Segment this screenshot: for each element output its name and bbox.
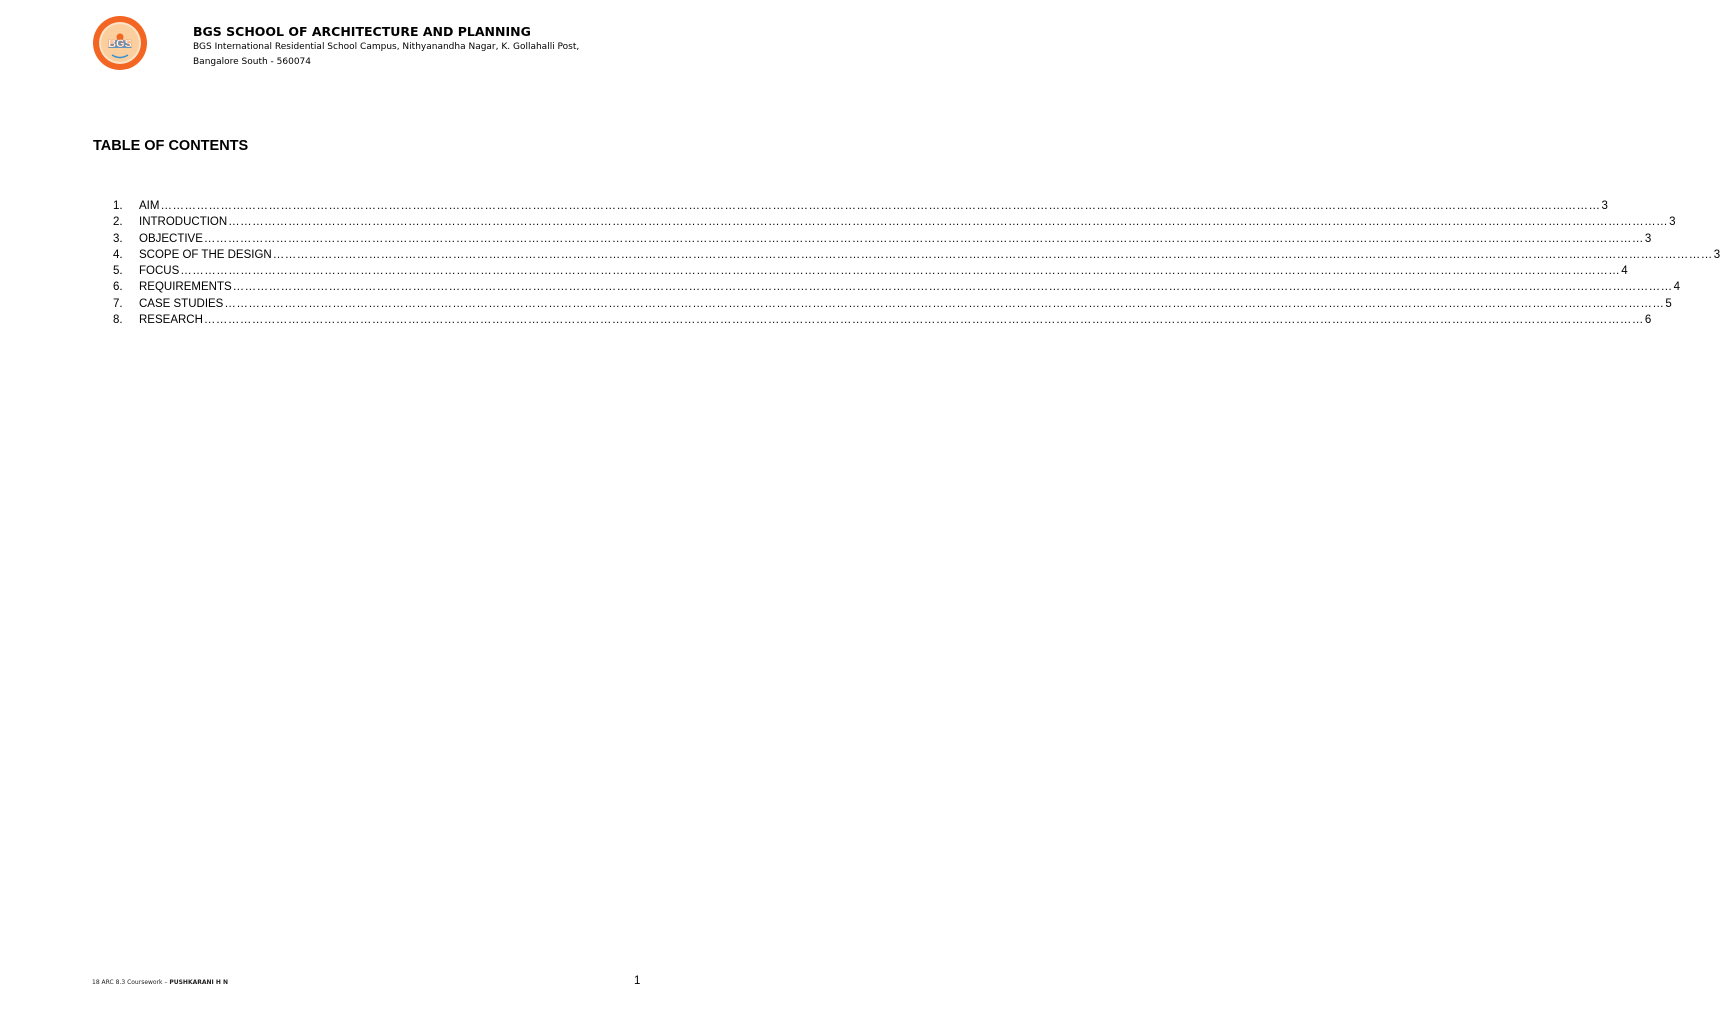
letterhead [193, 24, 753, 70]
toc-item[interactable] [113, 312, 1652, 328]
address-line-2: Bangalore South - 560074 [193, 57, 312, 67]
toc-item-label: INTRODUCTION [139, 216, 228, 229]
toc-item-page: 3 [1601, 200, 1608, 212]
bgs-logo [92, 15, 148, 71]
toc-item-label: FOCUS [139, 265, 180, 278]
toc-item-number: 4. [113, 248, 123, 261]
toc-item-number: 1. [113, 200, 123, 212]
footer-course-code: 18 ARC 8.3 Coursework – [92, 979, 170, 986]
toc-leader-dots: ……………………………………………………………………………………………………………………………………………………………………………………………………………………………………………………………………………………………………………………………… [160, 200, 1601, 212]
toc-item-number: 8. [113, 314, 123, 327]
toc-leader-dots: ……………………………………………………………………………………………………………………………………………………………………………………………………………………………………………………………………………………………………………………………… [232, 281, 1673, 294]
footer-author: PUSHKARANI H N [169, 979, 228, 986]
toc-item[interactable] [113, 263, 1628, 279]
toc-item[interactable] [113, 198, 1608, 214]
toc-item-number: 5. [113, 265, 123, 278]
toc-item-label: CASE STUDIES [139, 297, 224, 310]
toc-item-label: RESEARCH [139, 314, 203, 327]
toc-list [113, 198, 1720, 328]
school-name: BGS SCHOOL OF ARCHITECTURE AND PLANNING [193, 24, 531, 39]
toc-leader-dots: ……………………………………………………………………………………………………………………………………………………………………………………………………………………………………………………………………………………………………………………………… [203, 314, 1644, 327]
svg-text:BGS: BGS [108, 38, 132, 50]
toc-item-number: 3. [113, 232, 123, 245]
toc-item-page: 6 [1644, 314, 1652, 327]
toc-item-page: 4 [1673, 281, 1681, 294]
toc-leader-dots: ……………………………………………………………………………………………………………………………………………………………………………………………………………………………………………………………………………………………………………………………… [228, 216, 1669, 229]
toc-item-number: 2. [113, 216, 123, 229]
toc-item-page: 3 [1669, 216, 1676, 229]
toc-item[interactable] [113, 231, 1652, 247]
toc-title: TABLE OF CONTENTS [93, 138, 249, 154]
address-line-1: BGS International Residential School Campus, Nithyanandha Nagar, K. Gollahalli Post, [193, 42, 580, 52]
toc-item-label: OBJECTIVE [139, 232, 203, 245]
toc-leader-dots: ……………………………………………………………………………………………………………………………………………………………………………………………………………………………………………………………………………………………………………………………… [272, 248, 1713, 261]
toc-item-label: AIM [139, 200, 160, 212]
toc-item-page: 3 [1644, 232, 1652, 245]
page-number: 1 [634, 975, 641, 987]
toc-item[interactable] [113, 214, 1676, 230]
toc-item-page: 3 [1713, 248, 1720, 261]
footer-course [92, 979, 228, 986]
toc-item-label: REQUIREMENTS [139, 281, 232, 294]
toc-leader-dots: ……………………………………………………………………………………………………………………………………………………………………………………………………………………………………………………………………………………………………………………………… [224, 297, 1665, 310]
toc-item-number: 7. [113, 297, 123, 310]
toc-item-page: 5 [1665, 297, 1672, 310]
toc-item[interactable] [113, 296, 1672, 312]
toc-leader-dots: ……………………………………………………………………………………………………………………………………………………………………………………………………………………………………………………………………………………………………………………………… [203, 232, 1644, 245]
toc-item-label: SCOPE OF THE DESIGN [139, 248, 272, 261]
toc-item-page: 4 [1621, 265, 1628, 278]
toc-leader-dots: ……………………………………………………………………………………………………………………………………………………………………………………………………………………………………………………………………………………………………………………………… [180, 265, 1621, 278]
toc-item-number: 6. [113, 281, 123, 294]
toc-item[interactable] [113, 247, 1720, 263]
toc-item[interactable] [113, 279, 1681, 295]
